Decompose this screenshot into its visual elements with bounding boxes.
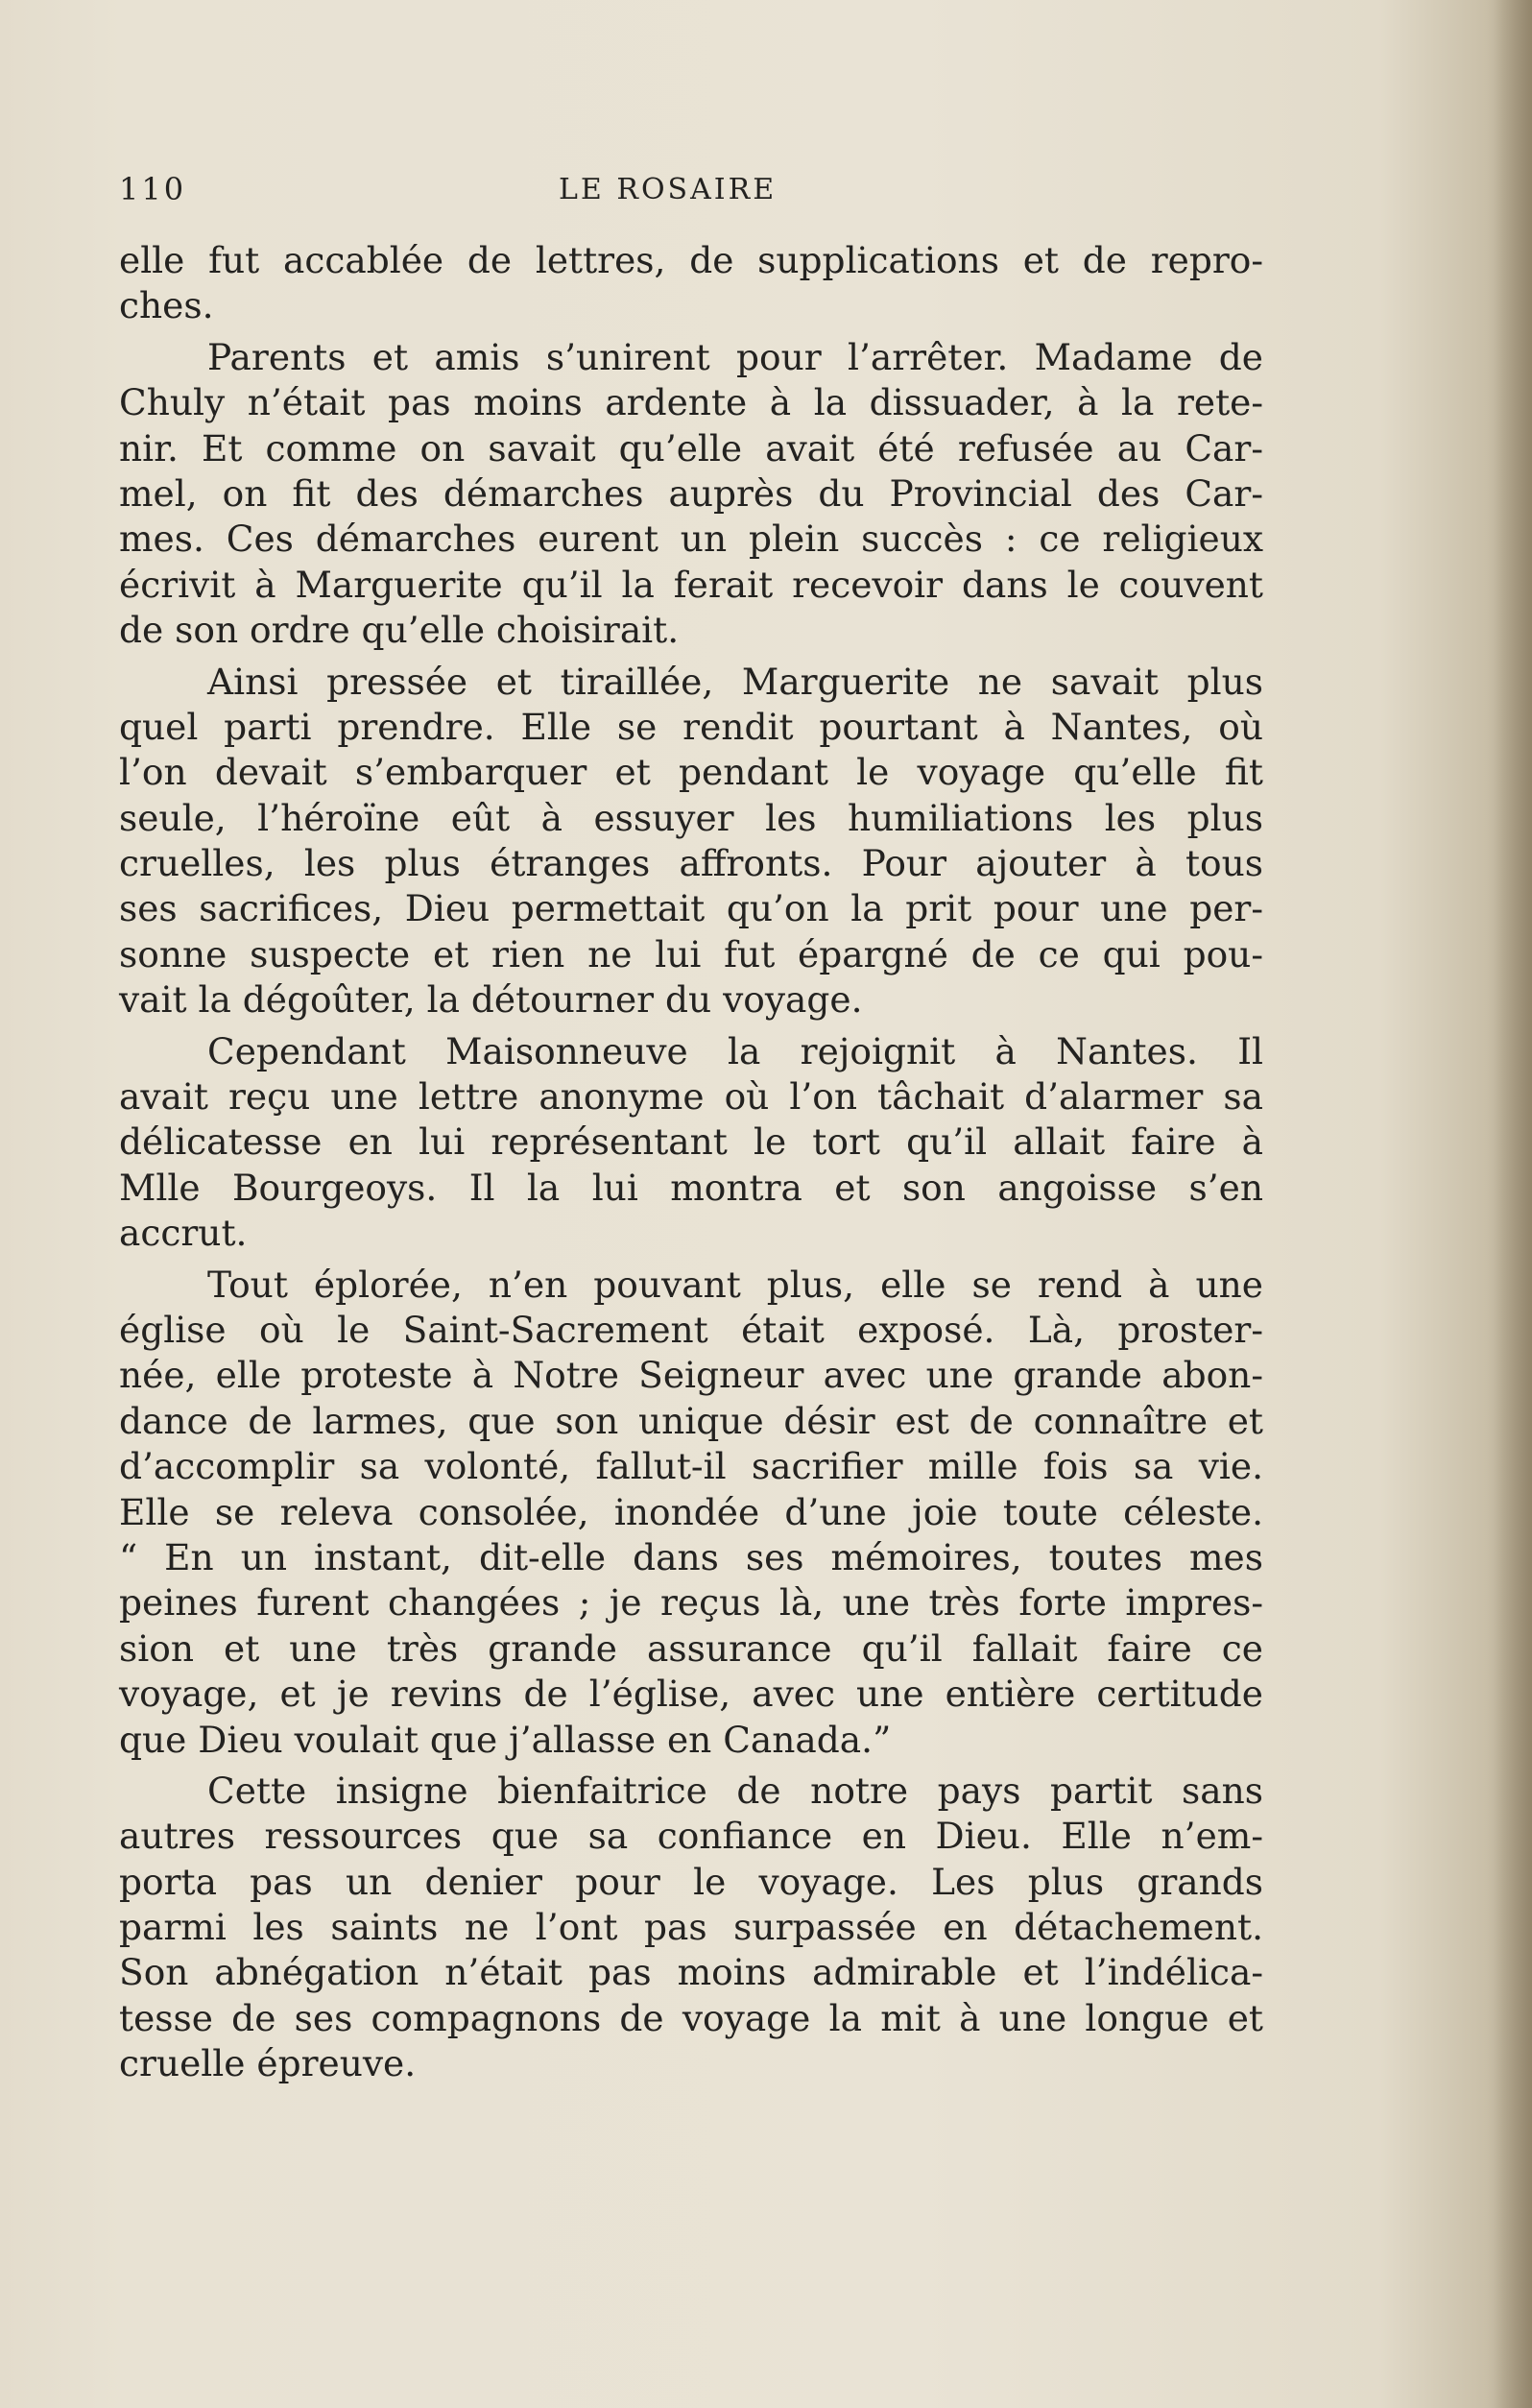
text-line: Ainsi pressée et tiraillée, Marguerite ne savait plus: [207, 660, 1263, 703]
text-line: peines furent changées ; je reçus là, une très forte impres-: [119, 1581, 1263, 1625]
text-line: parmi les saints ne l’ont pas surpassée en détachement.: [119, 1906, 1263, 1949]
paragraph: [119, 660, 1263, 1023]
text-line: ses sacrifices, Dieu permettait qu’on la prit pour une per-: [119, 887, 1263, 930]
text-line: voyage, et je revins de l’église, avec une entière certitude: [119, 1673, 1263, 1716]
text-line: dance de larmes, que son unique désir est de connaître et: [119, 1399, 1263, 1442]
text-line: église où le Saint-Sacrement était exposé. Là, proster-: [119, 1308, 1263, 1351]
text-line: que Dieu voulait que j’allasse en Canada.”: [119, 1718, 892, 1761]
text-line: ches.: [119, 284, 214, 327]
text-line: écrivit à Marguerite qu’il la ferait recevoir dans le couvent: [119, 563, 1263, 606]
running-head: [119, 171, 1271, 213]
page-number: 110: [119, 171, 187, 207]
paragraph: [119, 238, 1263, 329]
text-line: l’on devait s’embarquer et pendant le voyage qu’elle fit: [119, 751, 1263, 794]
text-line: cruelles, les plus étranges affronts. Pour ajouter à tous: [119, 842, 1263, 885]
paragraph: [119, 335, 1263, 654]
text-line: mel, on fit des démarches auprès du Provincial des Car-: [119, 471, 1263, 515]
text-line: d’accomplir sa volonté, fallut-il sacrifier mille fois sa vie.: [119, 1445, 1263, 1488]
text-line: Cependant Maisonneuve la rejoignit à Nantes. Il: [207, 1029, 1263, 1072]
text-line: cruelle épreuve.: [119, 2042, 417, 2085]
paragraph: [119, 1263, 1263, 1763]
paragraph: [119, 1769, 1263, 2087]
text-line: avait reçu une lettre anonyme où l’on tâchait d’alarmer sa: [119, 1075, 1263, 1119]
text-line: tesse de ses compagnons de voyage la mit à une longue et: [119, 1996, 1263, 2039]
text-line: autres ressources que sa confiance en Dieu. Elle n’em-: [119, 1815, 1263, 1858]
text-line: Cette insigne bienfaitrice de notre pays partit sans: [207, 1769, 1263, 1812]
binding-shadow: [1494, 0, 1532, 2408]
text-line: vait la dégoûter, la détourner du voyage.: [119, 978, 863, 1022]
text-line: née, elle proteste à Notre Seigneur avec une grande abon-: [119, 1354, 1263, 1397]
text-line: mes. Ces démarches eurent un plein succès : ce religieux: [119, 518, 1263, 561]
text-line: délicatesse en lui représentant le tort qu’il allait faire à: [119, 1120, 1263, 1164]
text-line: porta pas un denier pour le voyage. Les plus grands: [119, 1860, 1263, 1903]
text-line: quel parti prendre. Elle se rendit pourtant à Nantes, où: [119, 705, 1263, 748]
text-line: seule, l’héroïne eût à essuyer les humiliations les plus: [119, 796, 1263, 839]
text-line: Mlle Bourgeoys. Il la lui montra et son angoisse s’en: [119, 1166, 1263, 1209]
text-line: Elle se releva consolée, inondée d’une joie toute céleste.: [119, 1490, 1263, 1533]
body-text: [119, 238, 1263, 2087]
text-line: nir. Et comme on savait qu’elle avait été refusée au Car-: [119, 426, 1263, 470]
text-line: elle fut accablée de lettres, de supplications et de repro-: [119, 239, 1263, 281]
text-line: “ En un instant, dit-elle dans ses mémoires, toutes mes: [119, 1535, 1263, 1578]
running-title: LE ROSAIRE: [559, 173, 778, 206]
text-line: Parents et amis s’unirent pour l’arrêter. Madame de: [207, 335, 1263, 378]
text-line: de son ordre qu’elle choisirait.: [119, 609, 680, 652]
paragraph: [119, 1029, 1263, 1257]
text-line: accrut.: [119, 1212, 248, 1255]
text-line: Tout éplorée, n’en pouvant plus, elle se rend à une: [207, 1263, 1263, 1306]
text-line: Chuly n’était pas moins ardente à la dissuader, à la rete-: [119, 381, 1263, 424]
text-line: sion et une très grande assurance qu’il fallait faire ce: [119, 1626, 1263, 1670]
text-line: sonne suspecte et rien ne lui fut épargné de ce qui pou-: [119, 932, 1263, 975]
text-line: Son abnégation n’était pas moins admirable et l’indélica-: [119, 1951, 1263, 1994]
